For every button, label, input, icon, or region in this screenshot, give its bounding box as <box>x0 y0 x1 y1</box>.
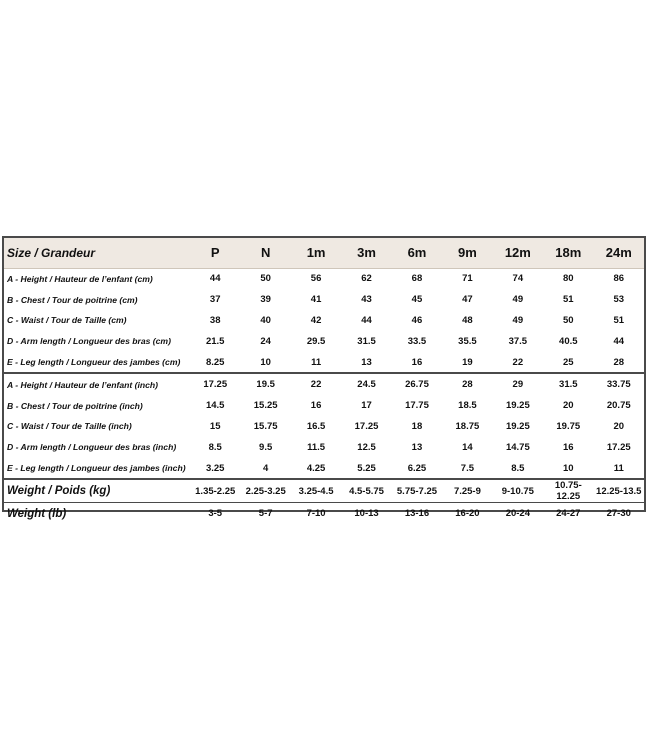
table-row <box>4 395 644 416</box>
size-header-9m: 9m <box>458 245 477 261</box>
table-cell: 28 <box>613 356 625 368</box>
size-header-6m: 6m <box>407 245 427 261</box>
table-cell: 19.5 <box>240 373 290 395</box>
table-cell: 13-16 <box>392 503 442 525</box>
table-cell: 22 <box>512 356 524 368</box>
table-row <box>4 289 644 310</box>
table-cell: 8.25 <box>205 356 225 368</box>
table-row <box>4 503 644 525</box>
cm-row-label: C - Waist / Tour de Taille (cm) <box>7 315 127 326</box>
table-cell: 28 <box>442 373 492 395</box>
table-cell: 17.75 <box>405 400 429 412</box>
table-cell: 9.5 <box>259 441 273 453</box>
table-cell: 2.25-3.25 <box>240 479 290 503</box>
table-cell: 6.25 <box>407 462 427 474</box>
table-cell: 3.25 <box>205 462 225 474</box>
table-cell: 13 <box>361 356 372 368</box>
table-cell: 11.5 <box>307 441 326 453</box>
table-cell: 53 <box>613 294 625 306</box>
table-cell: 74 <box>512 273 524 285</box>
table-cell: 10.75-12.25 <box>543 479 593 503</box>
table-cell: 10-13 <box>341 503 391 525</box>
table-cell: 49 <box>512 294 524 306</box>
inch-row-label: A - Height / Hauteur de l’enfant (inch) <box>4 373 190 395</box>
table-cell: 41 <box>310 294 322 306</box>
table-cell: 18.75 <box>455 420 480 432</box>
table-cell: 10 <box>260 356 271 368</box>
table-cell: 47 <box>462 294 473 306</box>
table-cell: 8.5 <box>208 441 222 453</box>
table-row <box>4 458 644 480</box>
table-cell: 24-27 <box>543 503 593 525</box>
table-cell: 1.35-2.25 <box>190 479 240 503</box>
table-cell: 3-5 <box>190 503 240 525</box>
table-cell: 40 <box>260 314 271 326</box>
table-cell: 19.75 <box>556 420 581 432</box>
table-cell: 19.25 <box>505 400 530 412</box>
table-cell: 35.5 <box>458 335 477 347</box>
table-cell: 24 <box>260 335 271 347</box>
table-cell: 7-10 <box>291 503 341 525</box>
size-header-12m: 12m <box>504 245 531 261</box>
table-row <box>4 479 644 503</box>
table-cell: 13 <box>411 441 423 453</box>
table-row <box>4 268 644 289</box>
table-cell: 17.25 <box>606 441 631 453</box>
table-cell: 31.5 <box>357 335 376 347</box>
inch-row-label: E - Leg length / Longueur des jambes (inch) <box>7 463 186 474</box>
table-header-row <box>4 238 644 268</box>
table-cell: 17.25 <box>354 420 379 432</box>
table-cell: 19 <box>462 356 473 368</box>
cm-row-label: A - Height / Hauteur de l’enfant (cm) <box>7 273 153 284</box>
table-row <box>4 437 644 458</box>
inch-row-label: B - Chest / Tour de poitrine (inch) <box>7 400 143 411</box>
cm-row-label: E - Leg length / Longueur des jambes (cm) <box>7 357 181 368</box>
table-cell: 43 <box>361 294 372 306</box>
table-cell: 15 <box>209 420 221 432</box>
table-cell: 46 <box>411 314 423 326</box>
cm-row-label: B - Chest / Tour de poitrine (cm) <box>7 294 138 305</box>
table-cell: 5-7 <box>240 503 290 525</box>
table-cell: 51 <box>562 294 574 306</box>
table-cell: 19.25 <box>505 420 530 432</box>
table-cell: 21.5 <box>205 335 225 347</box>
table-cell: 71 <box>462 273 473 285</box>
table-cell: 7.5 <box>460 462 475 474</box>
size-header-3m: 3m <box>357 245 376 261</box>
size-header-n: N <box>260 245 271 261</box>
table-cell: 3.25-4.5 <box>291 479 341 503</box>
table-cell: 16-20 <box>442 503 492 525</box>
table-cell: 17.25 <box>190 373 240 395</box>
table-row <box>4 416 644 437</box>
size-header-p: P <box>210 245 220 261</box>
table-cell: 42 <box>310 314 322 326</box>
table-cell: 15.25 <box>253 400 278 412</box>
table-cell: 18 <box>411 420 423 432</box>
table-cell: 14 <box>462 441 473 453</box>
size-chart <box>2 236 646 520</box>
table-cell: 37 <box>209 294 221 306</box>
table-cell: 4 <box>263 462 269 474</box>
table-cell: 38 <box>209 314 221 326</box>
table-body <box>4 268 644 524</box>
table-cell: 33.5 <box>407 335 427 347</box>
table-cell: 10 <box>562 462 574 474</box>
table-cell: 16.5 <box>306 420 326 432</box>
table-cell: 18.5 <box>458 400 477 412</box>
table-cell: 27-30 <box>594 503 645 525</box>
table-cell: 45 <box>411 294 423 306</box>
table-cell: 62 <box>361 273 372 285</box>
table-cell: 16 <box>562 441 574 453</box>
table-cell: 11 <box>613 462 624 474</box>
table-cell: 49 <box>512 314 524 326</box>
size-header-24m: 24m <box>605 245 632 261</box>
table-cell: 80 <box>562 273 574 285</box>
table-cell: 17 <box>361 400 372 412</box>
cm-row-label: D - Arm length / Longueur des bras (cm) <box>7 336 171 347</box>
table-cell: 44 <box>613 335 625 347</box>
table-cell: 14.75 <box>505 441 530 453</box>
inch-row-label: C - Waist / Tour de Taille (inch) <box>7 421 132 432</box>
table-cell: 68 <box>411 273 423 285</box>
table-cell: 29 <box>493 373 543 395</box>
inch-row-label: D - Arm length / Longueur des bras (inch) <box>7 442 177 453</box>
table-cell: 22 <box>291 373 341 395</box>
table-cell: 86 <box>613 273 625 285</box>
size-header-1m: 1m <box>306 245 326 261</box>
table-row <box>4 310 644 331</box>
table-row <box>4 331 644 352</box>
table-cell: 20.75 <box>606 400 631 412</box>
table-cell: 25 <box>562 356 574 368</box>
table-cell: 5.25 <box>357 462 376 474</box>
table-cell: 8.5 <box>511 462 525 474</box>
table-cell: 50 <box>260 273 271 285</box>
table-cell: 11 <box>311 356 322 368</box>
table-cell: 15.75 <box>253 420 278 432</box>
table-cell: 39 <box>260 294 271 306</box>
table-cell: 12.25-13.5 <box>594 479 645 503</box>
table-cell: 5.75-7.25 <box>392 479 442 503</box>
table-cell: 4.25 <box>306 462 326 474</box>
weight-row-label: Weight / Poids (kg) <box>4 479 190 503</box>
table-cell: 56 <box>310 273 322 285</box>
table-cell: 20 <box>613 420 625 432</box>
table-cell: 12.5 <box>357 441 376 453</box>
table-row <box>4 352 644 374</box>
table-cell: 26.75 <box>392 373 442 395</box>
size-table <box>4 238 644 524</box>
table-cell: 7.25-9 <box>442 479 492 503</box>
table-cell: 37.5 <box>508 335 528 347</box>
table-cell: 48 <box>462 314 473 326</box>
table-cell: 31.5 <box>543 373 593 395</box>
table-cell: 20 <box>562 400 574 412</box>
table-cell: 44 <box>361 314 372 326</box>
table-cell: 16 <box>411 356 423 368</box>
table-cell: 4.5-5.75 <box>341 479 391 503</box>
table-cell: 51 <box>613 314 625 326</box>
table-cell: 44 <box>209 273 221 285</box>
table-cell: 20-24 <box>493 503 543 525</box>
table-cell: 16 <box>310 400 322 412</box>
table-cell: 14.5 <box>205 400 225 412</box>
table-cell: 29.5 <box>306 335 326 347</box>
table-cell: 50 <box>562 314 574 326</box>
weight-row-label: Weight (lb) <box>4 503 190 525</box>
table-cell: 33.75 <box>594 373 645 395</box>
table-cell: 9-10.75 <box>493 479 543 503</box>
table-cell: 40.5 <box>559 335 578 347</box>
size-header-18m: 18m <box>555 245 582 261</box>
size-header-label: Size / Grandeur <box>7 245 96 260</box>
table-row <box>4 373 644 395</box>
table-cell: 24.5 <box>341 373 391 395</box>
